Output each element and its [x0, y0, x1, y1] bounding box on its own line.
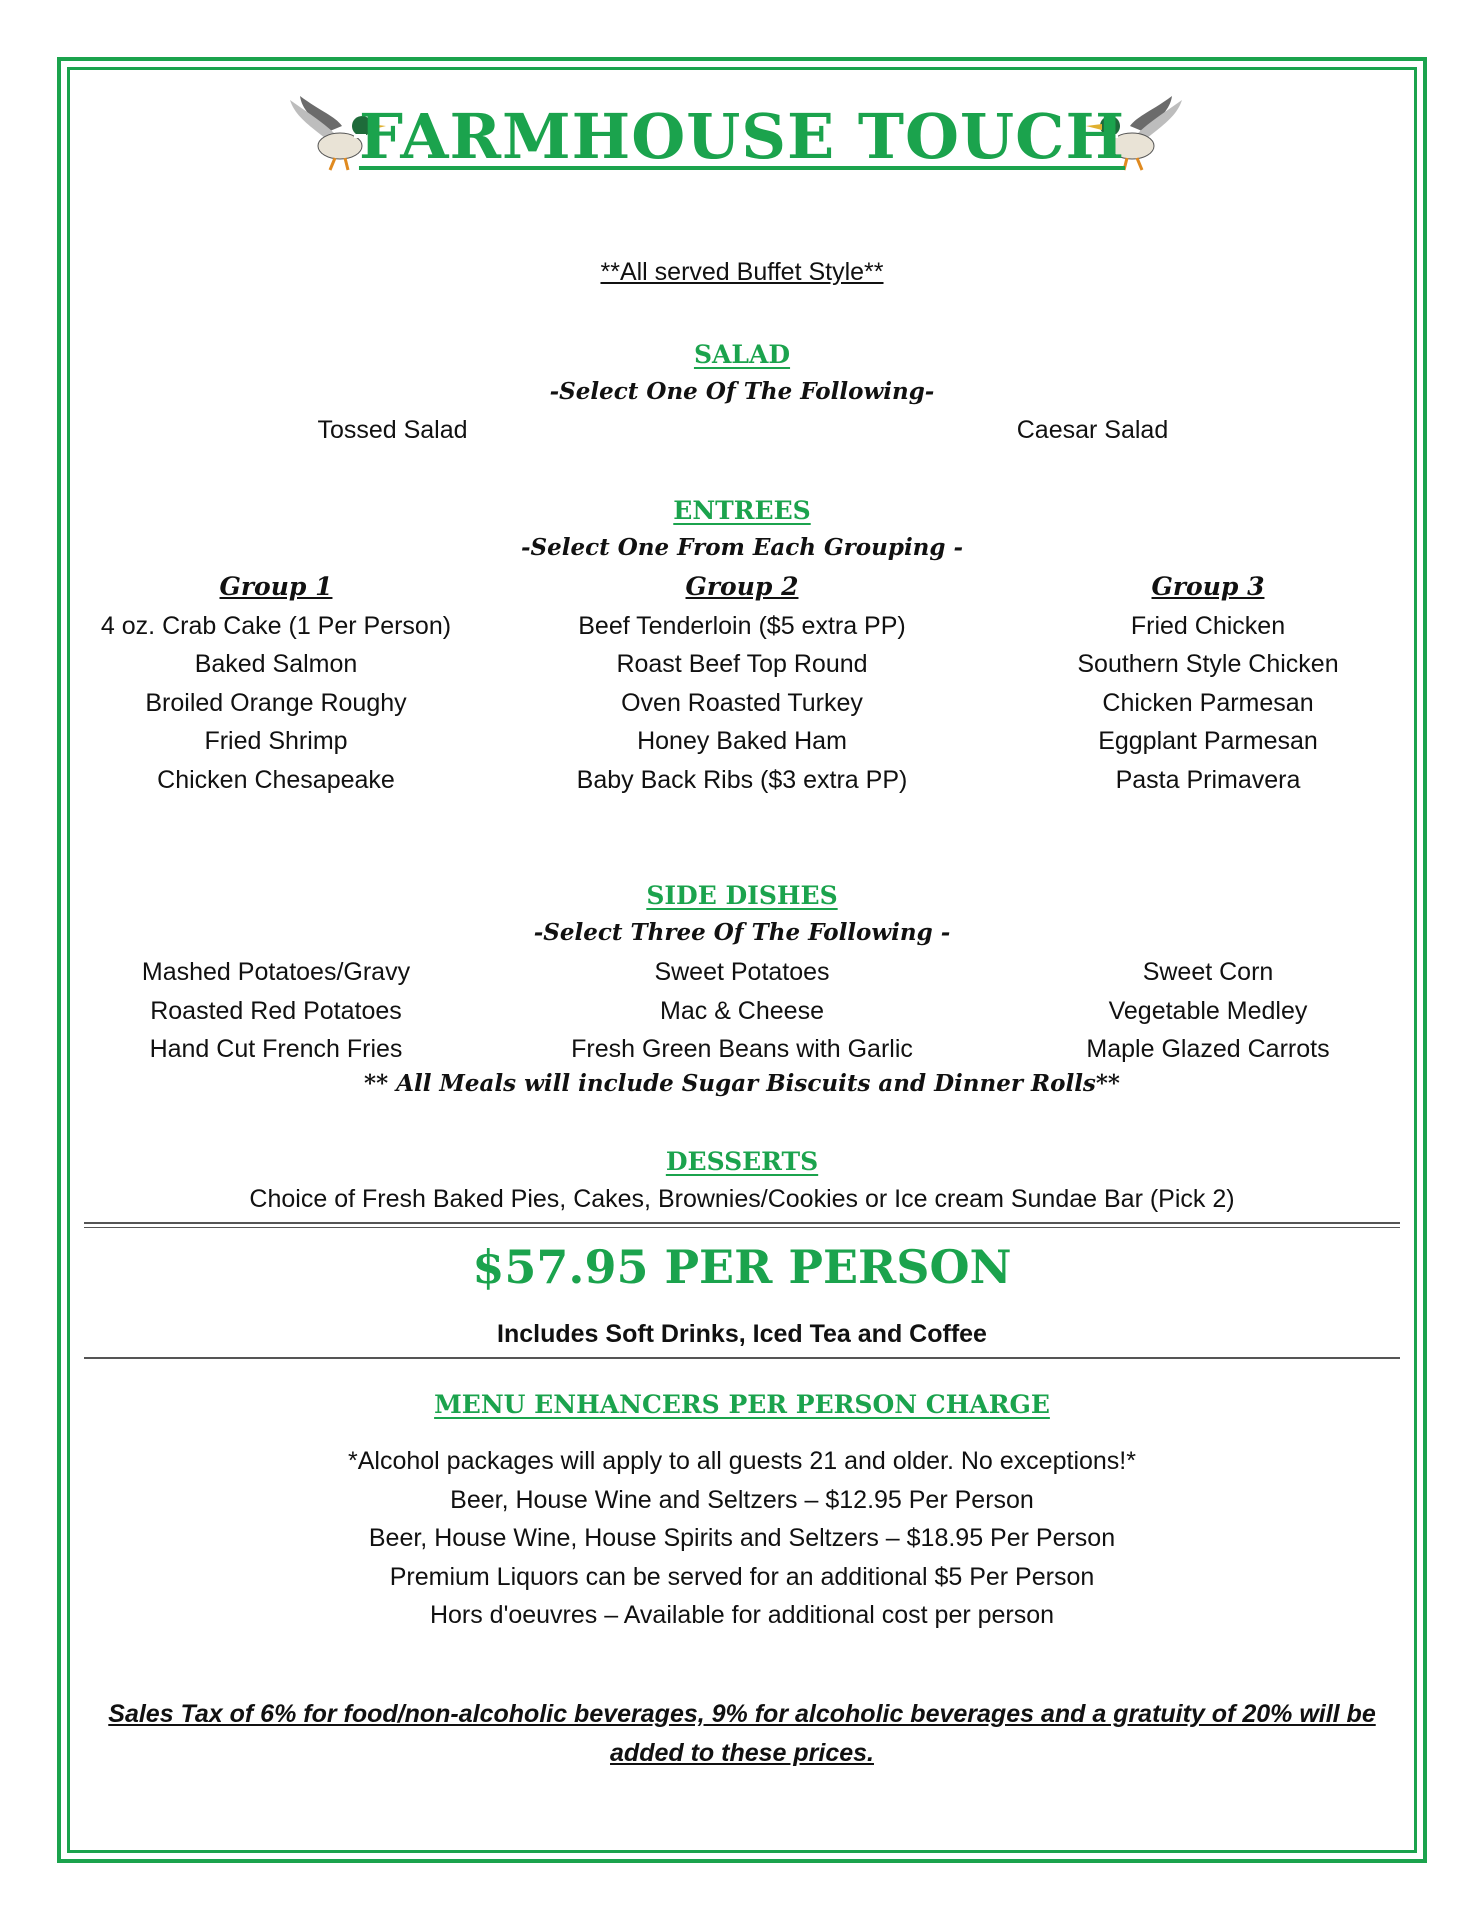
list-item: Fresh Green Beans with Garlic	[571, 1035, 913, 1063]
sides-column-3	[1008, 953, 1408, 1069]
desserts-heading: DESSERTS	[665, 1147, 819, 1176]
entree-group-2	[542, 568, 942, 799]
list-item: Honey Baked Ham	[637, 727, 847, 755]
list-item: Broiled Orange Roughy	[145, 688, 407, 717]
tax-note-line: added to these prices.	[610, 1738, 874, 1767]
list-item: Sweet Corn	[1142, 958, 1274, 986]
entrees-heading: ENTREES	[673, 496, 811, 525]
list-item: Roasted Red Potatoes	[150, 996, 402, 1025]
list-item: Baked Salmon	[194, 650, 358, 678]
divider	[84, 1227, 1400, 1228]
salad-item: Caesar Salad	[1016, 416, 1169, 444]
group-heading: Group 3	[1151, 572, 1265, 601]
salad-instruction: -Select One Of The Following-	[549, 378, 935, 405]
sides-heading: SIDE DISHES	[646, 881, 838, 910]
price-per-person: $57.95 PER PERSON	[472, 1240, 1012, 1294]
sides-column-1	[76, 953, 476, 1069]
enhancer-line: Beer, House Wine, House Spirits and Seltzers – $18.95 Per Person	[368, 1524, 1116, 1552]
sides-note: ** All Meals will include Sugar Biscuits and Dinner Rolls**	[364, 1070, 1120, 1097]
list-item: Hand Cut French Fries	[149, 1035, 403, 1063]
enhancer-line: Premium Liquors can be served for an additional $5 Per Person	[389, 1562, 1095, 1591]
sides-column-2	[542, 953, 942, 1069]
sides-instruction: -Select Three Of The Following -	[533, 919, 951, 946]
list-item: Chicken Chesapeake	[157, 765, 395, 794]
desserts-text: Choice of Fresh Baked Pies, Cakes, Brownies/Cookies or Ice cream Sundae Bar (Pick 2)	[249, 1185, 1235, 1213]
list-item: Roast Beef Top Round	[616, 650, 868, 678]
list-item: Beef Tenderloin ($5 extra PP)	[578, 611, 906, 640]
list-item: Eggplant Parmesan	[1098, 727, 1318, 755]
list-item: Fried Chicken	[1130, 611, 1286, 640]
list-item: Vegetable Medley	[1108, 996, 1308, 1025]
salad-heading: SALAD	[693, 340, 791, 369]
entree-group-1	[76, 568, 476, 799]
salad-item: Tossed Salad	[317, 416, 468, 444]
entrees-instruction: -Select One From Each Grouping -	[520, 534, 964, 561]
enhancer-line: Hors d'oeuvres – Available for additional cost per person	[429, 1601, 1055, 1629]
entree-group-3	[1008, 568, 1408, 799]
list-item: Pasta Primavera	[1115, 765, 1301, 794]
list-item: Fried Shrimp	[204, 727, 348, 755]
enhancer-line: Beer, House Wine and Seltzers – $12.95 Per Person	[450, 1485, 1034, 1514]
list-item: Mac & Cheese	[660, 996, 824, 1025]
group-heading: Group 1	[219, 572, 333, 601]
list-item: Sweet Potatoes	[654, 958, 830, 986]
list-item: Maple Glazed Carrots	[1086, 1035, 1330, 1063]
service-note: **All served Buffet Style**	[600, 258, 884, 286]
list-item: Baby Back Ribs ($3 extra PP)	[576, 765, 908, 794]
enhancer-line: *Alcohol packages will apply to all guests 21 and older. No exceptions!*	[348, 1447, 1136, 1475]
includes-note: Includes Soft Drinks, Iced Tea and Coffee	[497, 1320, 987, 1348]
group-heading: Group 2	[685, 572, 799, 601]
list-item: Oven Roasted Turkey	[621, 688, 863, 717]
enhancers-heading: MENU ENHANCERS PER PERSON CHARGE	[434, 1390, 1050, 1419]
divider	[84, 1357, 1400, 1359]
enhancers-list	[0, 1442, 1484, 1635]
list-item: 4 oz. Crab Cake (1 Per Person)	[100, 611, 452, 640]
tax-note-line: Sales Tax of 6% for food/non-alcoholic beverages, 9% for alcoholic beverages and a gratuity of 20% will be	[108, 1700, 1376, 1728]
page-title: FARMHOUSE TOUCH	[358, 100, 1126, 173]
list-item: Southern Style Chicken	[1077, 650, 1339, 678]
list-item: Chicken Parmesan	[1102, 688, 1314, 717]
tax-note	[0, 1695, 1484, 1772]
list-item: Mashed Potatoes/Gravy	[141, 958, 411, 986]
divider	[84, 1222, 1400, 1224]
